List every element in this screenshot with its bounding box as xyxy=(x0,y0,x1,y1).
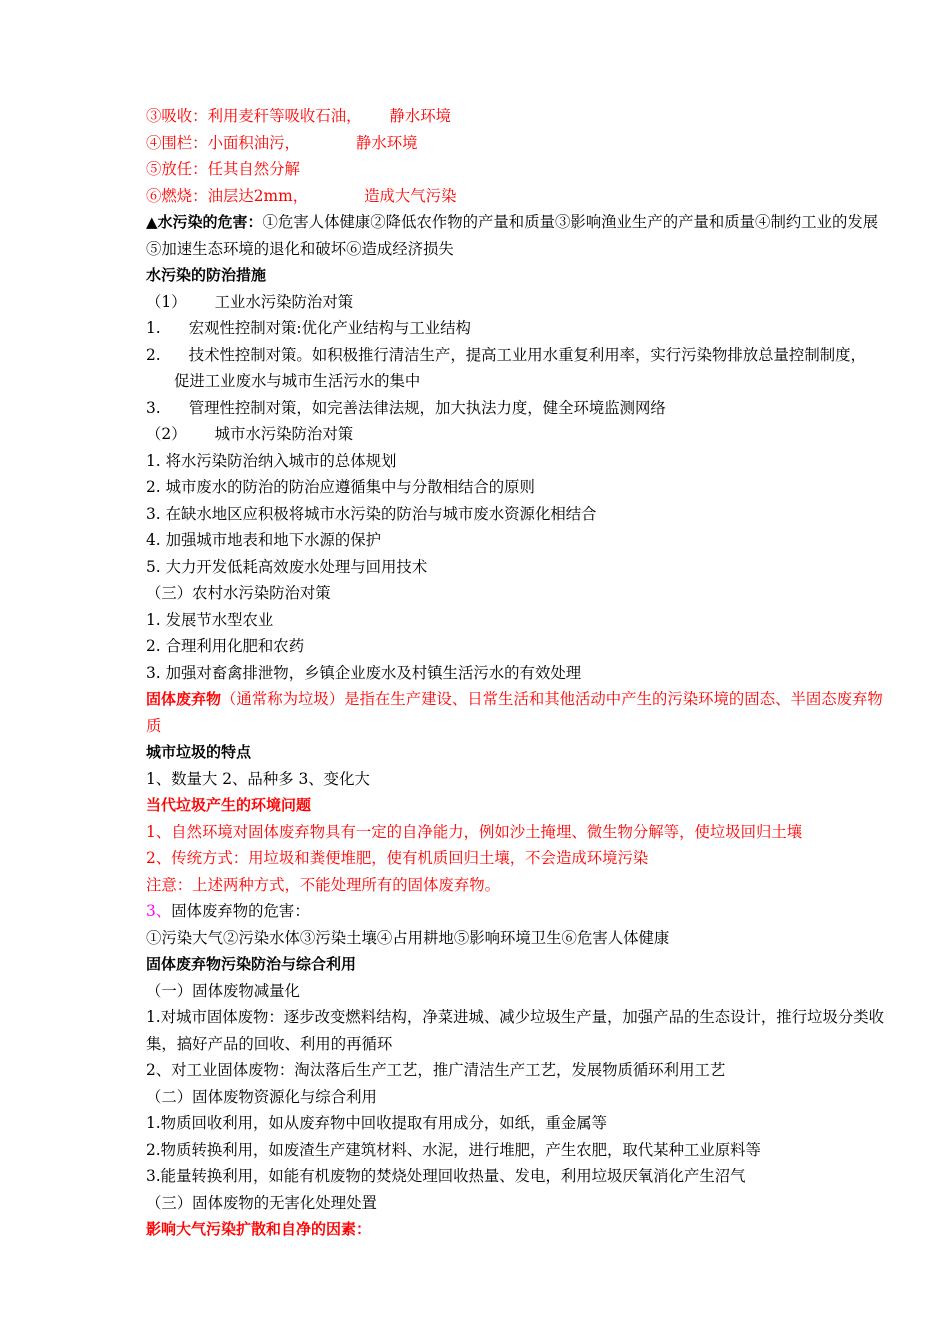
heading-air-factors: 影响大气污染扩散和自净的因素： xyxy=(146,1220,372,1238)
line-rural-1: 1. 发展节水型农业 xyxy=(146,610,274,629)
line-tech xyxy=(146,342,891,369)
line-env-1: 1、自然环境对固体废弃物具有一定的自净能力，例如沙土掩埋、微生物分解等，使垃圾回归土壤 xyxy=(146,822,803,841)
line-manage xyxy=(146,395,891,422)
heading-solid-prevention: 固体废弃物污染防治与综合利用 xyxy=(146,955,357,973)
line-industrial xyxy=(146,289,891,316)
line-harm-list: ①污染大气②污染水体③污染土壤④占用耕地⑤影响环境卫生⑥危害人体健康 xyxy=(146,928,670,947)
line-resource-3: 3.能量转换利用，如能有机废物的焚烧处理回收热量、发电，利用垃圾厌氧消化产生沼气 xyxy=(146,1167,746,1185)
line-macro xyxy=(146,315,891,342)
line-note: 注意：上述两种方式，不能处理所有的固体废弃物。 xyxy=(146,875,500,894)
line-rural: （三）农村水污染防治对策 xyxy=(146,584,331,602)
text: 3. xyxy=(146,398,161,417)
text: 静水环境 xyxy=(355,133,418,152)
document-page xyxy=(146,103,891,1243)
heading: ▲水污染的危害： xyxy=(146,213,263,231)
heading-water-prevention: 水污染的防治措施 xyxy=(146,266,267,284)
text: （2） xyxy=(146,425,187,443)
line-rural-3: 3. 加强对畜禽排泄物，乡镇企业废水及村镇生活污水的有效处理 xyxy=(146,663,582,682)
line-city-2: 2. 城市废水的防治的防治应遵循集中与分散相结合的原则 xyxy=(146,478,535,496)
line-env-2: 2、传统方式：用垃圾和粪便堆肥，使有机质回归土壤，不会造成环境污染 xyxy=(146,849,649,867)
line-reduce-1: 1.对城市固体废物：逐步改变燃料结构，净菜进城、减少垃圾生产量，加强产品的生态设计，推行垃圾分类收集，搞好产品的回收、利用的再循环 xyxy=(146,1008,885,1053)
line-fence xyxy=(146,130,891,157)
heading: 固体废弃物 xyxy=(146,690,222,708)
line-reduce-2: 2、对工业固体废物：淘汰落后生产工艺，推广清洁生产工艺，发展物质循环利用工艺 xyxy=(146,1061,726,1079)
text: 1. xyxy=(146,319,161,337)
line-city xyxy=(146,421,891,448)
line-city-3: 3. 在缺水地区应积极将城市水污染的防治与城市废水资源化相结合 xyxy=(146,504,597,523)
text: （1） xyxy=(146,292,187,311)
solid-waste-definition xyxy=(146,686,891,739)
line-reduce: （一）固体废物减量化 xyxy=(146,981,300,1000)
text: 宏观性控制对策:优化产业结构与工业结构 xyxy=(188,319,471,337)
line-resource-2: 2.物质转换利用，如废渣生产建筑材料、水泥，进行堆肥，产生农肥，取代某种工业原料等 xyxy=(146,1140,761,1159)
text: ③吸收：利用麦秆等吸收石油， xyxy=(146,107,362,125)
line-tech-cont: 促进工业废水与城市生活污水的集中 xyxy=(174,372,421,390)
line-absorb xyxy=(146,103,891,130)
text: （通常称为垃圾）是指在生产建设、日常生活和其他活动中产生的污染环境的固态、半固态废弃物质 xyxy=(146,690,883,735)
line-harmless: （三）固体废物的无害化处理处置 xyxy=(146,1193,377,1212)
line-harm xyxy=(146,898,891,925)
text: 工业水污染防治对策 xyxy=(214,292,354,311)
text: 造成大气污染 xyxy=(364,186,457,205)
text: 2. xyxy=(146,345,161,364)
line-city-5: 5. 大力开发低耗高效废水处理与回用技术 xyxy=(146,557,428,576)
text: ①危害人体健康②降低农作物的产量和质量③影响渔业生产的产量和质量④制约工业的发展⑤加速生态环境的退化和破坏⑥造成经济损失 xyxy=(146,213,879,258)
heading-env-problems: 当代垃圾产生的环境问题 xyxy=(146,796,312,814)
text: ⑤放任：任其自然分解 xyxy=(146,160,300,178)
text: 技术性控制对策。如积极推行清洁生产，提高工业用水重复利用率，实行污染物排放总量控制制度， xyxy=(188,345,866,364)
line-city-4: 4. 加强城市地表和地下水源的保护 xyxy=(146,531,382,549)
line-rural-2: 2. 合理利用化肥和农药 xyxy=(146,637,305,655)
heading-city-garbage: 城市垃圾的特点 xyxy=(146,743,252,761)
line-garbage-features: 1、数量大 2、品种多 3、变化大 xyxy=(146,769,370,788)
text: 3、 xyxy=(146,902,172,920)
text: 静水环境 xyxy=(389,107,452,125)
text: 管理性控制对策，如完善法律法规，加大执法力度，健全环境监测网络 xyxy=(188,398,666,417)
text: 城市水污染防治对策 xyxy=(214,425,354,443)
line-resource: （二）固体废物资源化与综合利用 xyxy=(146,1087,377,1106)
line-city-1: 1. 将水污染防治纳入城市的总体规划 xyxy=(146,451,397,470)
text: ⑥燃烧：油层达2mm， xyxy=(146,186,309,205)
line-burn xyxy=(146,183,891,210)
line-resource-1: 1.物质回收利用，如从废弃物中回收提取有用成分，如纸，重金属等 xyxy=(146,1114,608,1132)
water-pollution-harm xyxy=(146,209,891,262)
line-release xyxy=(146,156,891,183)
text: 固体废弃物的危害： xyxy=(171,902,310,920)
text: ④围栏：小面积油污， xyxy=(146,133,300,152)
